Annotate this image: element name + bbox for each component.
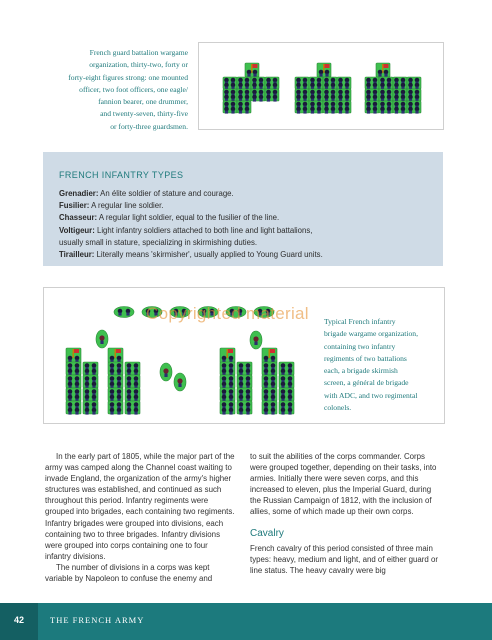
copyright-watermark: Copyrighted material bbox=[146, 304, 309, 323]
definition-voltigeur-continued: usually small in stature, specializing in skirmishing duties. bbox=[59, 237, 258, 247]
definition-voltigeur: Voltigeur: Light infantry soldiers attached to both line and light battalions, bbox=[59, 225, 313, 235]
page-number-box bbox=[0, 603, 38, 640]
caption-line: fannion bearer, one drummer, bbox=[98, 97, 188, 107]
body-paragraph: French cavalry of this period consisted of three main types: heavy, medium and light, and of either guard or line status. The heavy cavalry were big bbox=[250, 543, 439, 575]
definition-tirailleur: Tirailleur: Literally means 'skirmisher', usually applied to Young Guard units. bbox=[59, 250, 323, 260]
definition-grenadier: Grenadier: An élite soldier of stature and courage. bbox=[59, 189, 234, 198]
caption-line: or forty-three guardsmen. bbox=[110, 121, 188, 131]
definition-chasseur: Chasseur: A regular light soldier, equal to the fusilier of the line. bbox=[59, 213, 280, 223]
top-figure-caption bbox=[40, 47, 188, 133]
page-footer bbox=[0, 603, 492, 640]
caption-line: containing two infantry bbox=[324, 341, 396, 351]
caption-line: with ADC, and two regimental bbox=[324, 390, 418, 400]
caption-line: colonels. bbox=[324, 403, 352, 413]
guard-battalion-photo bbox=[198, 42, 444, 130]
battalion-1 bbox=[223, 63, 279, 114]
caption-line: each, a brigade skirmish bbox=[324, 366, 398, 376]
caption-line: brigade wargame organization, bbox=[324, 329, 418, 339]
caption-line: regiments of two battalions bbox=[324, 353, 407, 363]
right-regiment bbox=[220, 348, 294, 415]
caption-line: forty-eight figures strong: one mounted bbox=[68, 72, 188, 82]
body-column-left bbox=[45, 451, 235, 584]
sidebar-title: FRENCH INFANTRY TYPES bbox=[59, 170, 184, 180]
body-column-right bbox=[250, 451, 440, 576]
infantry-types-sidebar bbox=[43, 152, 443, 266]
definition-fusilier: Fusilier: A regular line soldier. bbox=[59, 201, 164, 211]
running-head: THE FRENCH ARMY bbox=[50, 615, 145, 625]
page-number: 42 bbox=[13, 615, 24, 625]
battalion-illustration bbox=[199, 43, 443, 129]
caption-line: screen, a général de brigade bbox=[324, 378, 409, 388]
caption-line: Typical French infantry bbox=[324, 317, 396, 326]
battalion-2 bbox=[295, 63, 351, 114]
body-paragraph: In the early part of 1805, while the major part of the army was camped along the Channel coast waiting to invade England, the organization of the army's higher structures was established, and continued as such throughout this period. Infantry regiments were grouped into brigades, each containing two regiments. Infantry brigades were grouped into divisions, each containing two to three brigades. Infantry divisions were grouped into corps containing one to four infantry divisions. bbox=[45, 452, 235, 561]
brigade-figure-caption bbox=[324, 316, 432, 414]
body-paragraph: to suit the abilities of the corps commander. Corps were grouped together, depending on their tasks, into armies. Initially there were seven corps, and this increased to eleven, plus the Imperial Guard, during the Russian Campaign of 1812, with the inclusion of allies, some of which made up their own corps. bbox=[250, 452, 437, 517]
caption-line: and twenty-seven, thirty-five bbox=[100, 109, 188, 119]
infantry-types-list bbox=[59, 188, 435, 261]
section-heading-cavalry: Cavalry bbox=[250, 527, 284, 539]
body-paragraph: The number of divisions in a corps was kept variable by Napoleon to confuse the enemy and bbox=[45, 562, 213, 584]
caption-line: French guard battalion wargame bbox=[89, 48, 188, 57]
caption-line: officer, two foot officers, one eagle/ bbox=[79, 84, 188, 94]
battalion-3 bbox=[365, 63, 421, 114]
caption-line: organization, thirty-two, forty or bbox=[89, 60, 188, 70]
left-regiment bbox=[66, 348, 140, 415]
